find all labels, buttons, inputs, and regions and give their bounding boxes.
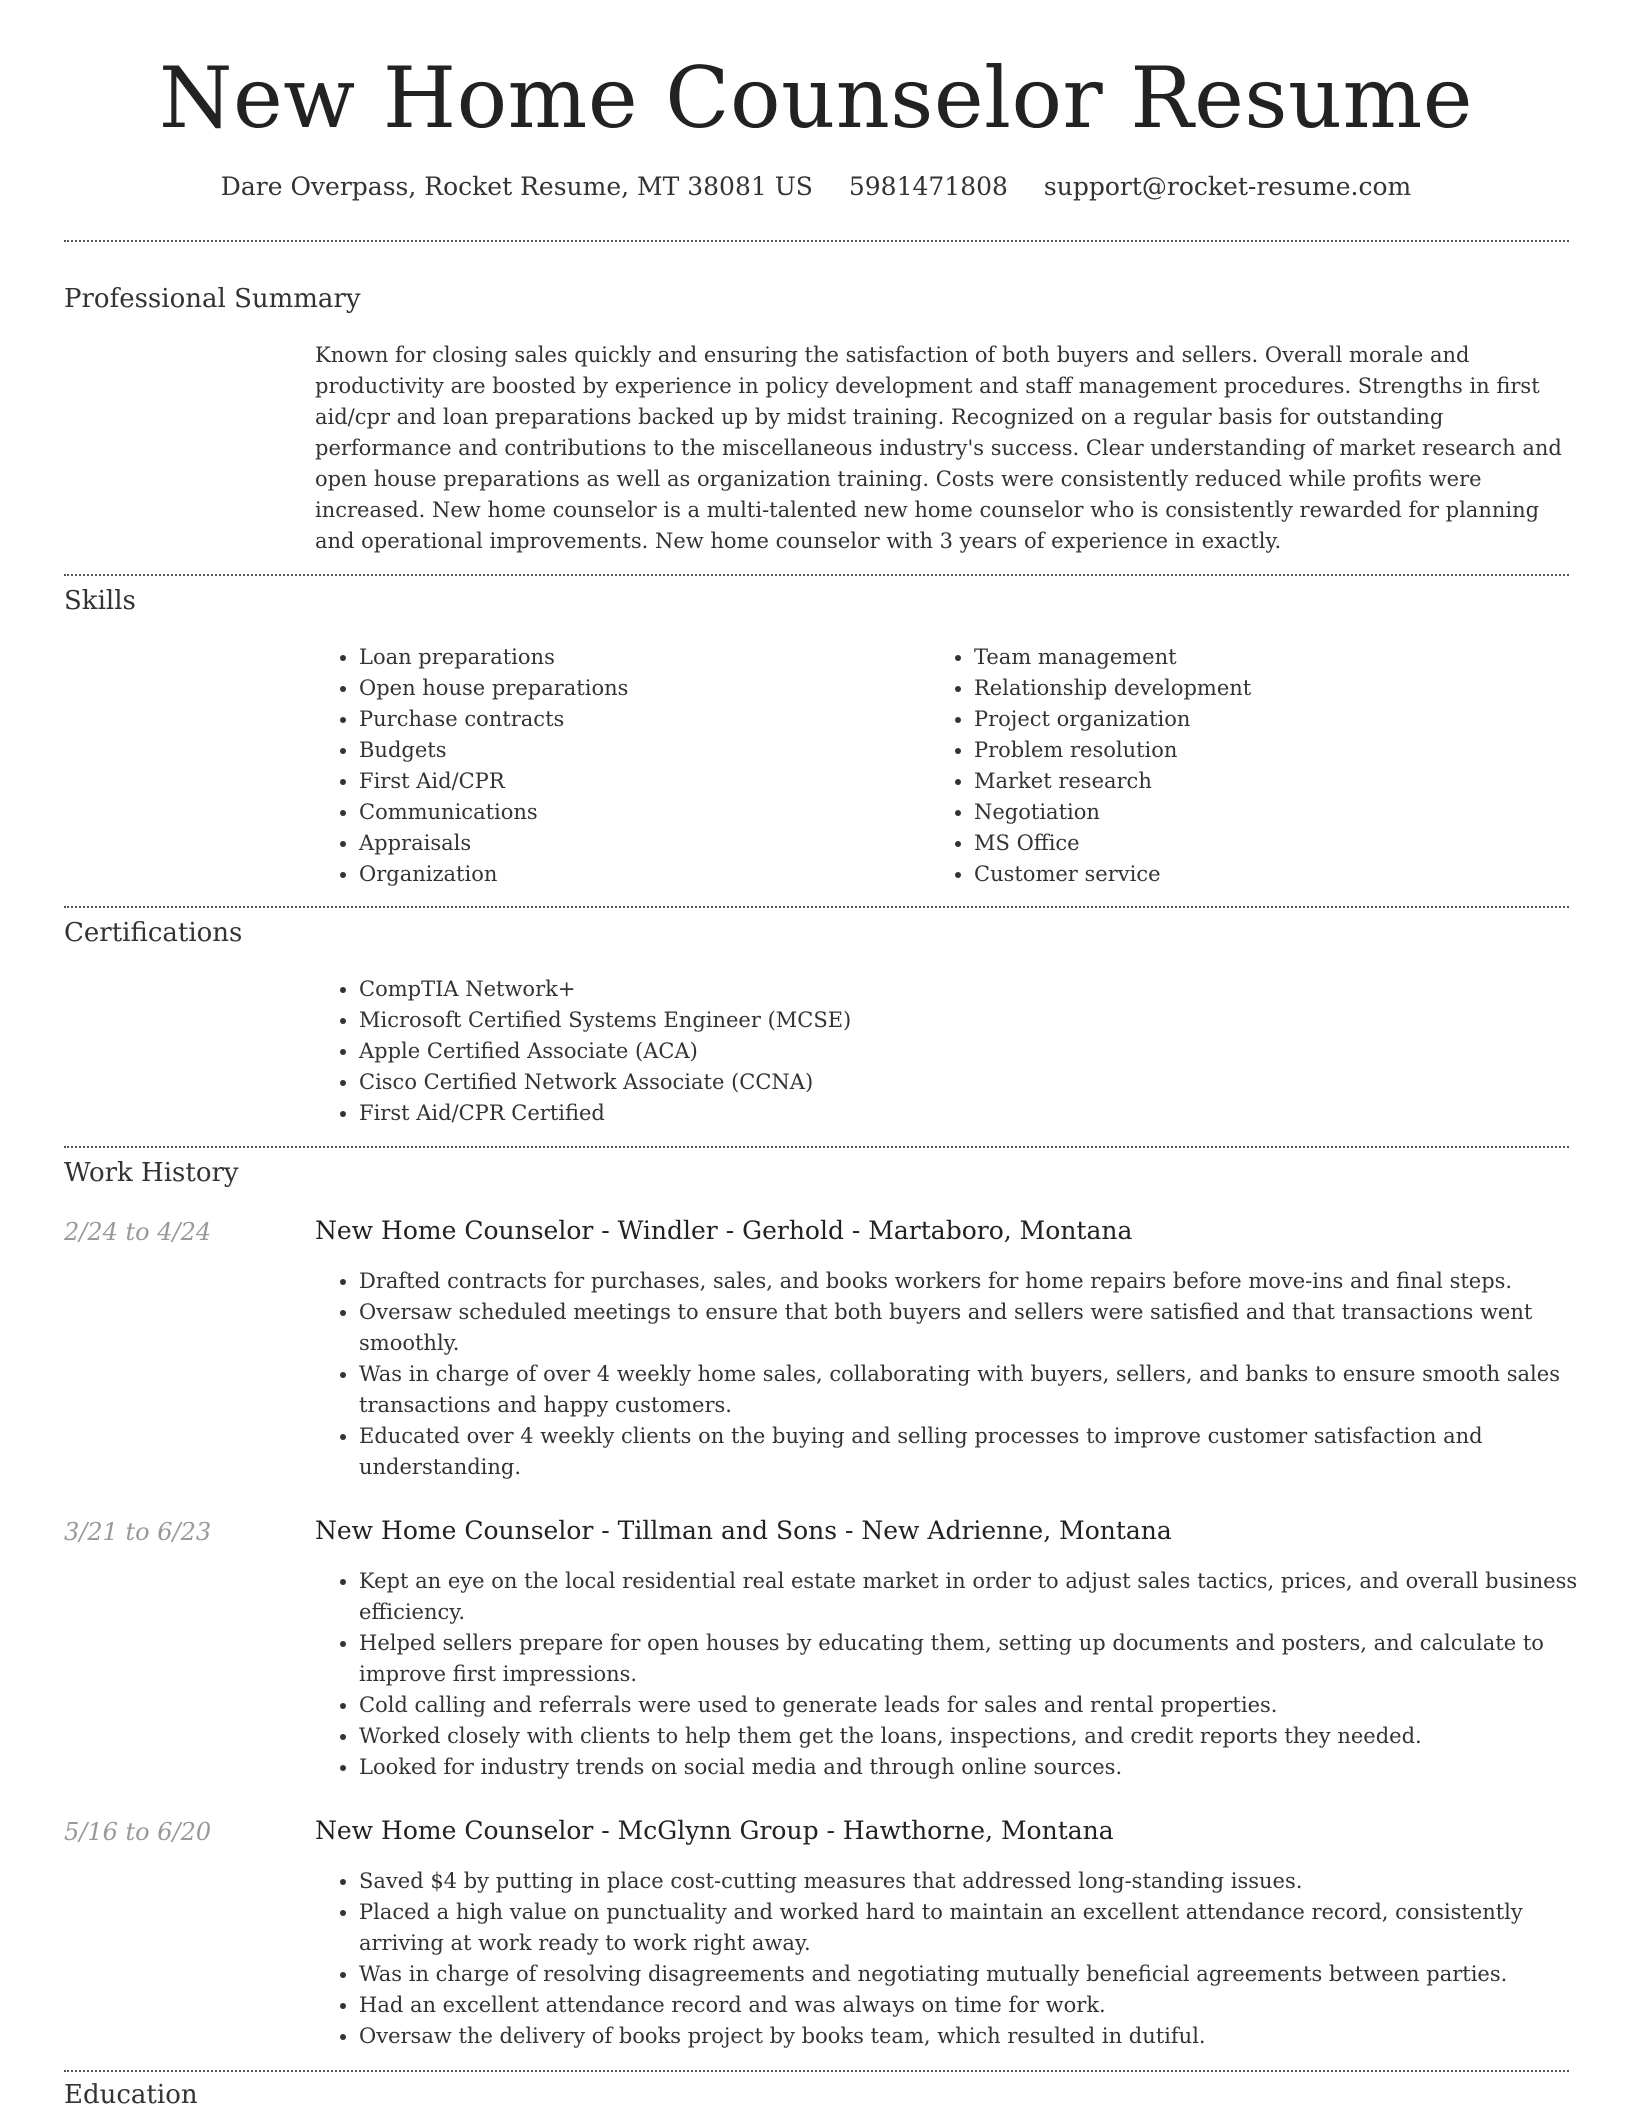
list-item: • Placed a high value on punctuality and worked hard to maintain an excellent attendance record, consistently arriving at work ready to work right away. [359,1897,1614,1959]
list-item: • Worked closely with clients to help them get the loans, inspections, and credit reports they needed. [359,1721,1614,1752]
contact-line [0,172,1632,201]
list-item: • Oversaw the delivery of books project by books team, which resulted in dutiful. [359,2021,1614,2052]
list-item: • Drafted contracts for purchases, sales, and books workers for home repairs before move-ins and final steps. [359,1266,1614,1297]
contact-address: Dare Overpass, Rocket Resume, MT 38081 US [220,172,813,201]
education-heading: Education [64,2080,198,2110]
certifications-heading: Certifications [64,918,243,948]
list-item: • Cisco Certified Network Associate (CCNA) [359,1067,1614,1098]
list-item: • Was in charge of resolving disagreements and negotiating mutually beneficial agreements between parties. [359,1959,1614,1990]
divider [64,240,1569,242]
list-item: • CompTIA Network+ [359,974,1614,1005]
job-bullets [315,1566,1614,1783]
list-item: • Helped sellers prepare for open houses by educating them, setting up documents and posters, and calculate to improve first impressions. [359,1628,1614,1690]
list-item: • Cold calling and referrals were used to generate leads for sales and rental properties. [359,1690,1614,1721]
list-item: • Problem resolution [974,735,1574,766]
list-item: • Negotiation [974,797,1574,828]
list-item: • Had an excellent attendance record and was always on time for work. [359,1990,1614,2021]
list-item: • First Aid/CPR Certified [359,1098,1614,1129]
list-item: • Educated over 4 weekly clients on the buying and selling processes to improve customer satisfaction and understanding. [359,1421,1614,1483]
job-title: New Home Counselor - McGlynn Group - Hawthorne, Montana [315,1816,1114,1845]
summary-text: Known for closing sales quickly and ensuring the satisfaction of both buyers and sellers. Overall morale and productivity are boosted by experience in policy development and staff management procedures. Strengths in first aid/cpr and loan preparations backed up by midst training. Recognized on a regular basis for outstanding performance and contributions to the miscellaneous industry's success. Clear understanding of market research and open house preparations as well as organization training. Costs were consistently reduced while profits were increased. New home counselor is a multi-talented new home counselor who is consistently rewarded for planning and operational improvements. New home counselor with 3 years of experience in exactly. [315,343,1562,553]
list-item: • Apple Certified Associate (ACA) [359,1036,1614,1067]
list-item: • First Aid/CPR [359,766,919,797]
list-item: • Relationship development [974,673,1574,704]
list-item: • Team management [974,642,1574,673]
skills-heading: Skills [64,586,136,616]
list-item: • Market research [974,766,1574,797]
work-heading: Work History [64,1158,239,1188]
list-item: • Microsoft Certified Systems Engineer (MCSE) [359,1005,1614,1036]
summary-heading: Professional Summary [64,284,361,314]
list-item: • Oversaw scheduled meetings to ensure that both buyers and sellers were satisfied and that transactions went smoothly. [359,1297,1614,1359]
list-item: • Open house preparations [359,673,919,704]
page-title: New Home Counselor Resume [159,49,1473,147]
list-item: • Project organization [974,704,1574,735]
skills-list-right [930,642,1574,890]
list-item: • Purchase contracts [359,704,919,735]
certifications-list [315,974,1614,1129]
list-item: • Kept an eye on the local residential real estate market in order to adjust sales tactics, prices, and overall business efficiency. [359,1566,1614,1628]
divider [64,906,1569,908]
list-item: • Budgets [359,735,919,766]
divider [64,2070,1569,2072]
job-bullets [315,1866,1614,2052]
list-item: • Saved $4 by putting in place cost-cutting measures that addressed long-standing issues. [359,1866,1614,1897]
contact-email: support@rocket-resume.com [1043,172,1412,201]
job-dates: 2/24 to 4/24 [64,1218,212,1246]
list-item: • Looked for industry trends on social media and through online sources. [359,1752,1614,1783]
list-item: • Appraisals [359,828,919,859]
list-item: • MS Office [974,828,1574,859]
list-item: • Organization [359,859,919,890]
list-item: • Was in charge of over 4 weekly home sales, collaborating with buyers, sellers, and banks to ensure smooth sales transactions and happy customers. [359,1359,1614,1421]
job-dates: 3/21 to 6/23 [64,1518,212,1546]
divider [64,1146,1569,1148]
job-title: New Home Counselor - Tillman and Sons - New Adrienne, Montana [315,1516,1172,1545]
job-title: New Home Counselor - Windler - Gerhold - Martaboro, Montana [315,1216,1133,1245]
divider [64,574,1569,576]
list-item: • Communications [359,797,919,828]
job-bullets [315,1266,1614,1483]
skills-list-left [315,642,919,890]
job-dates: 5/16 to 6/20 [64,1818,212,1846]
contact-phone: 5981471808 [848,172,1008,201]
list-item: • Customer service [974,859,1574,890]
list-item: • Loan preparations [359,642,919,673]
